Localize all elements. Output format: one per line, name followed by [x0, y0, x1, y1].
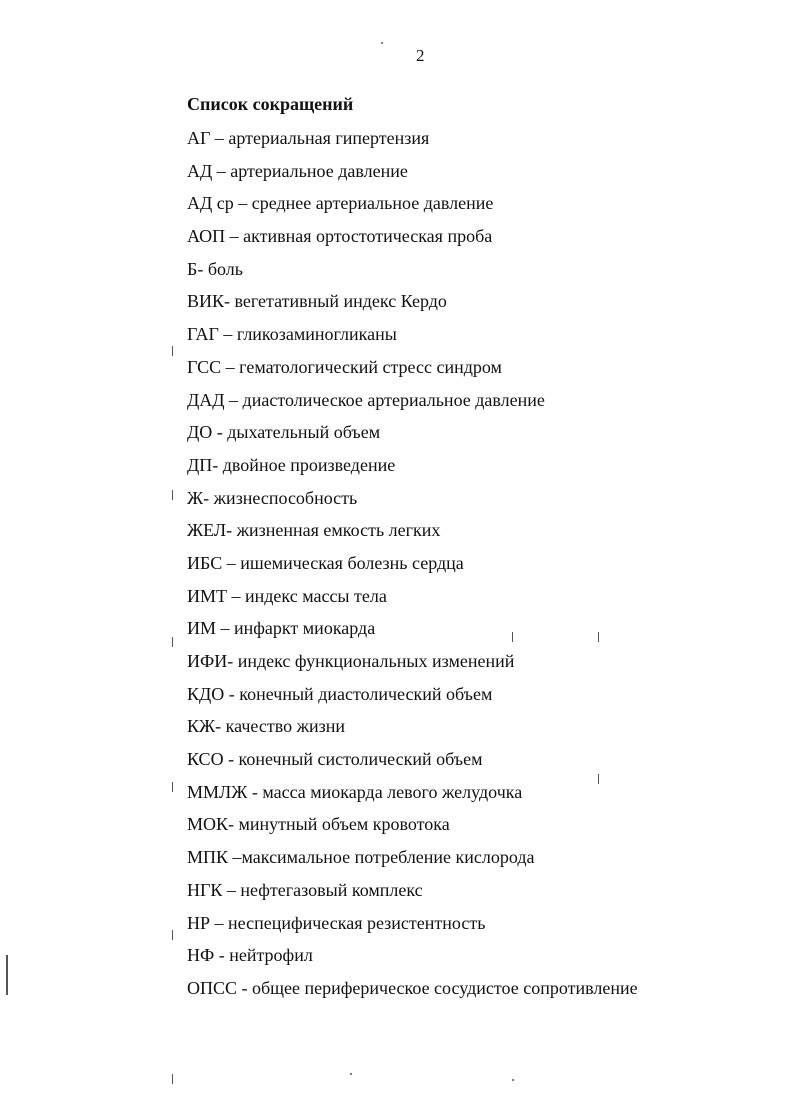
list-item: НГК – нефтегазовый комплекс	[187, 879, 423, 900]
scan-mark	[172, 1074, 173, 1084]
scan-mark	[350, 1073, 352, 1075]
list-item: ИМТ – индекс массы тела	[187, 585, 387, 606]
list-item: НР – неспецифическая резистентность	[187, 912, 486, 933]
list-item: АД – артериальное давление	[187, 160, 408, 181]
scan-mark	[598, 774, 599, 784]
list-item: ИБС – ишемическая болезнь сердца	[187, 552, 464, 573]
list-item: ДАД – диастолическое артериальное давление	[187, 389, 545, 410]
scan-mark	[381, 42, 383, 44]
list-item: МПК –максимальное потребление кислорода	[187, 847, 535, 868]
list-item: Ж- жизнеспособность	[187, 487, 358, 508]
list-item: КСО - конечный систолический объем	[187, 749, 483, 770]
list-item: АОП – активная ортостотическая проба	[187, 226, 493, 247]
list-item: ВИК- вегетативный индекс Кердо	[187, 291, 447, 312]
list-item: ИФИ- индекс функциональных изменений	[187, 651, 515, 671]
list-item: АД ср – среднее артериальное давление	[187, 193, 494, 214]
page-number: 2	[416, 46, 425, 65]
scan-mark	[512, 632, 513, 642]
list-item: МОК- минутный объем кровотока	[187, 814, 450, 835]
list-item: КЖ- качество жизни	[187, 716, 346, 737]
page-title: Список сокращений	[187, 94, 354, 114]
list-item: Б- боль	[187, 258, 243, 279]
list-item: ДО - дыхательный объем	[187, 422, 381, 443]
scan-mark	[6, 955, 8, 995]
list-item: ЖЕЛ- жизненная емкость легких	[187, 520, 441, 541]
list-item: КДО - конечный диастолический объем	[187, 683, 493, 704]
list-item: ГСС – гематологический стресс синдром	[187, 356, 502, 377]
scan-mark	[512, 1079, 514, 1081]
list-item: ИМ – инфаркт миокарда	[187, 618, 376, 639]
list-item: ОПСС - общее периферическое сосудистое сопротивление	[187, 977, 638, 998]
list-item: ГАГ – гликозаминогликаны	[187, 324, 397, 345]
scan-mark	[172, 346, 173, 356]
abbreviation-list	[187, 127, 638, 1010]
list-item: АГ – артериальная гипертензия	[187, 128, 430, 148]
list-item: НФ - нейтрофил	[187, 945, 313, 966]
scan-mark	[172, 637, 173, 647]
scan-mark	[172, 490, 173, 500]
scan-mark	[172, 782, 173, 792]
scan-mark	[172, 930, 173, 940]
list-item: ДП- двойное произведение	[187, 454, 396, 475]
list-item: ММЛЖ - масса миокарда левого желудочка	[187, 781, 523, 802]
scan-mark	[598, 632, 599, 642]
